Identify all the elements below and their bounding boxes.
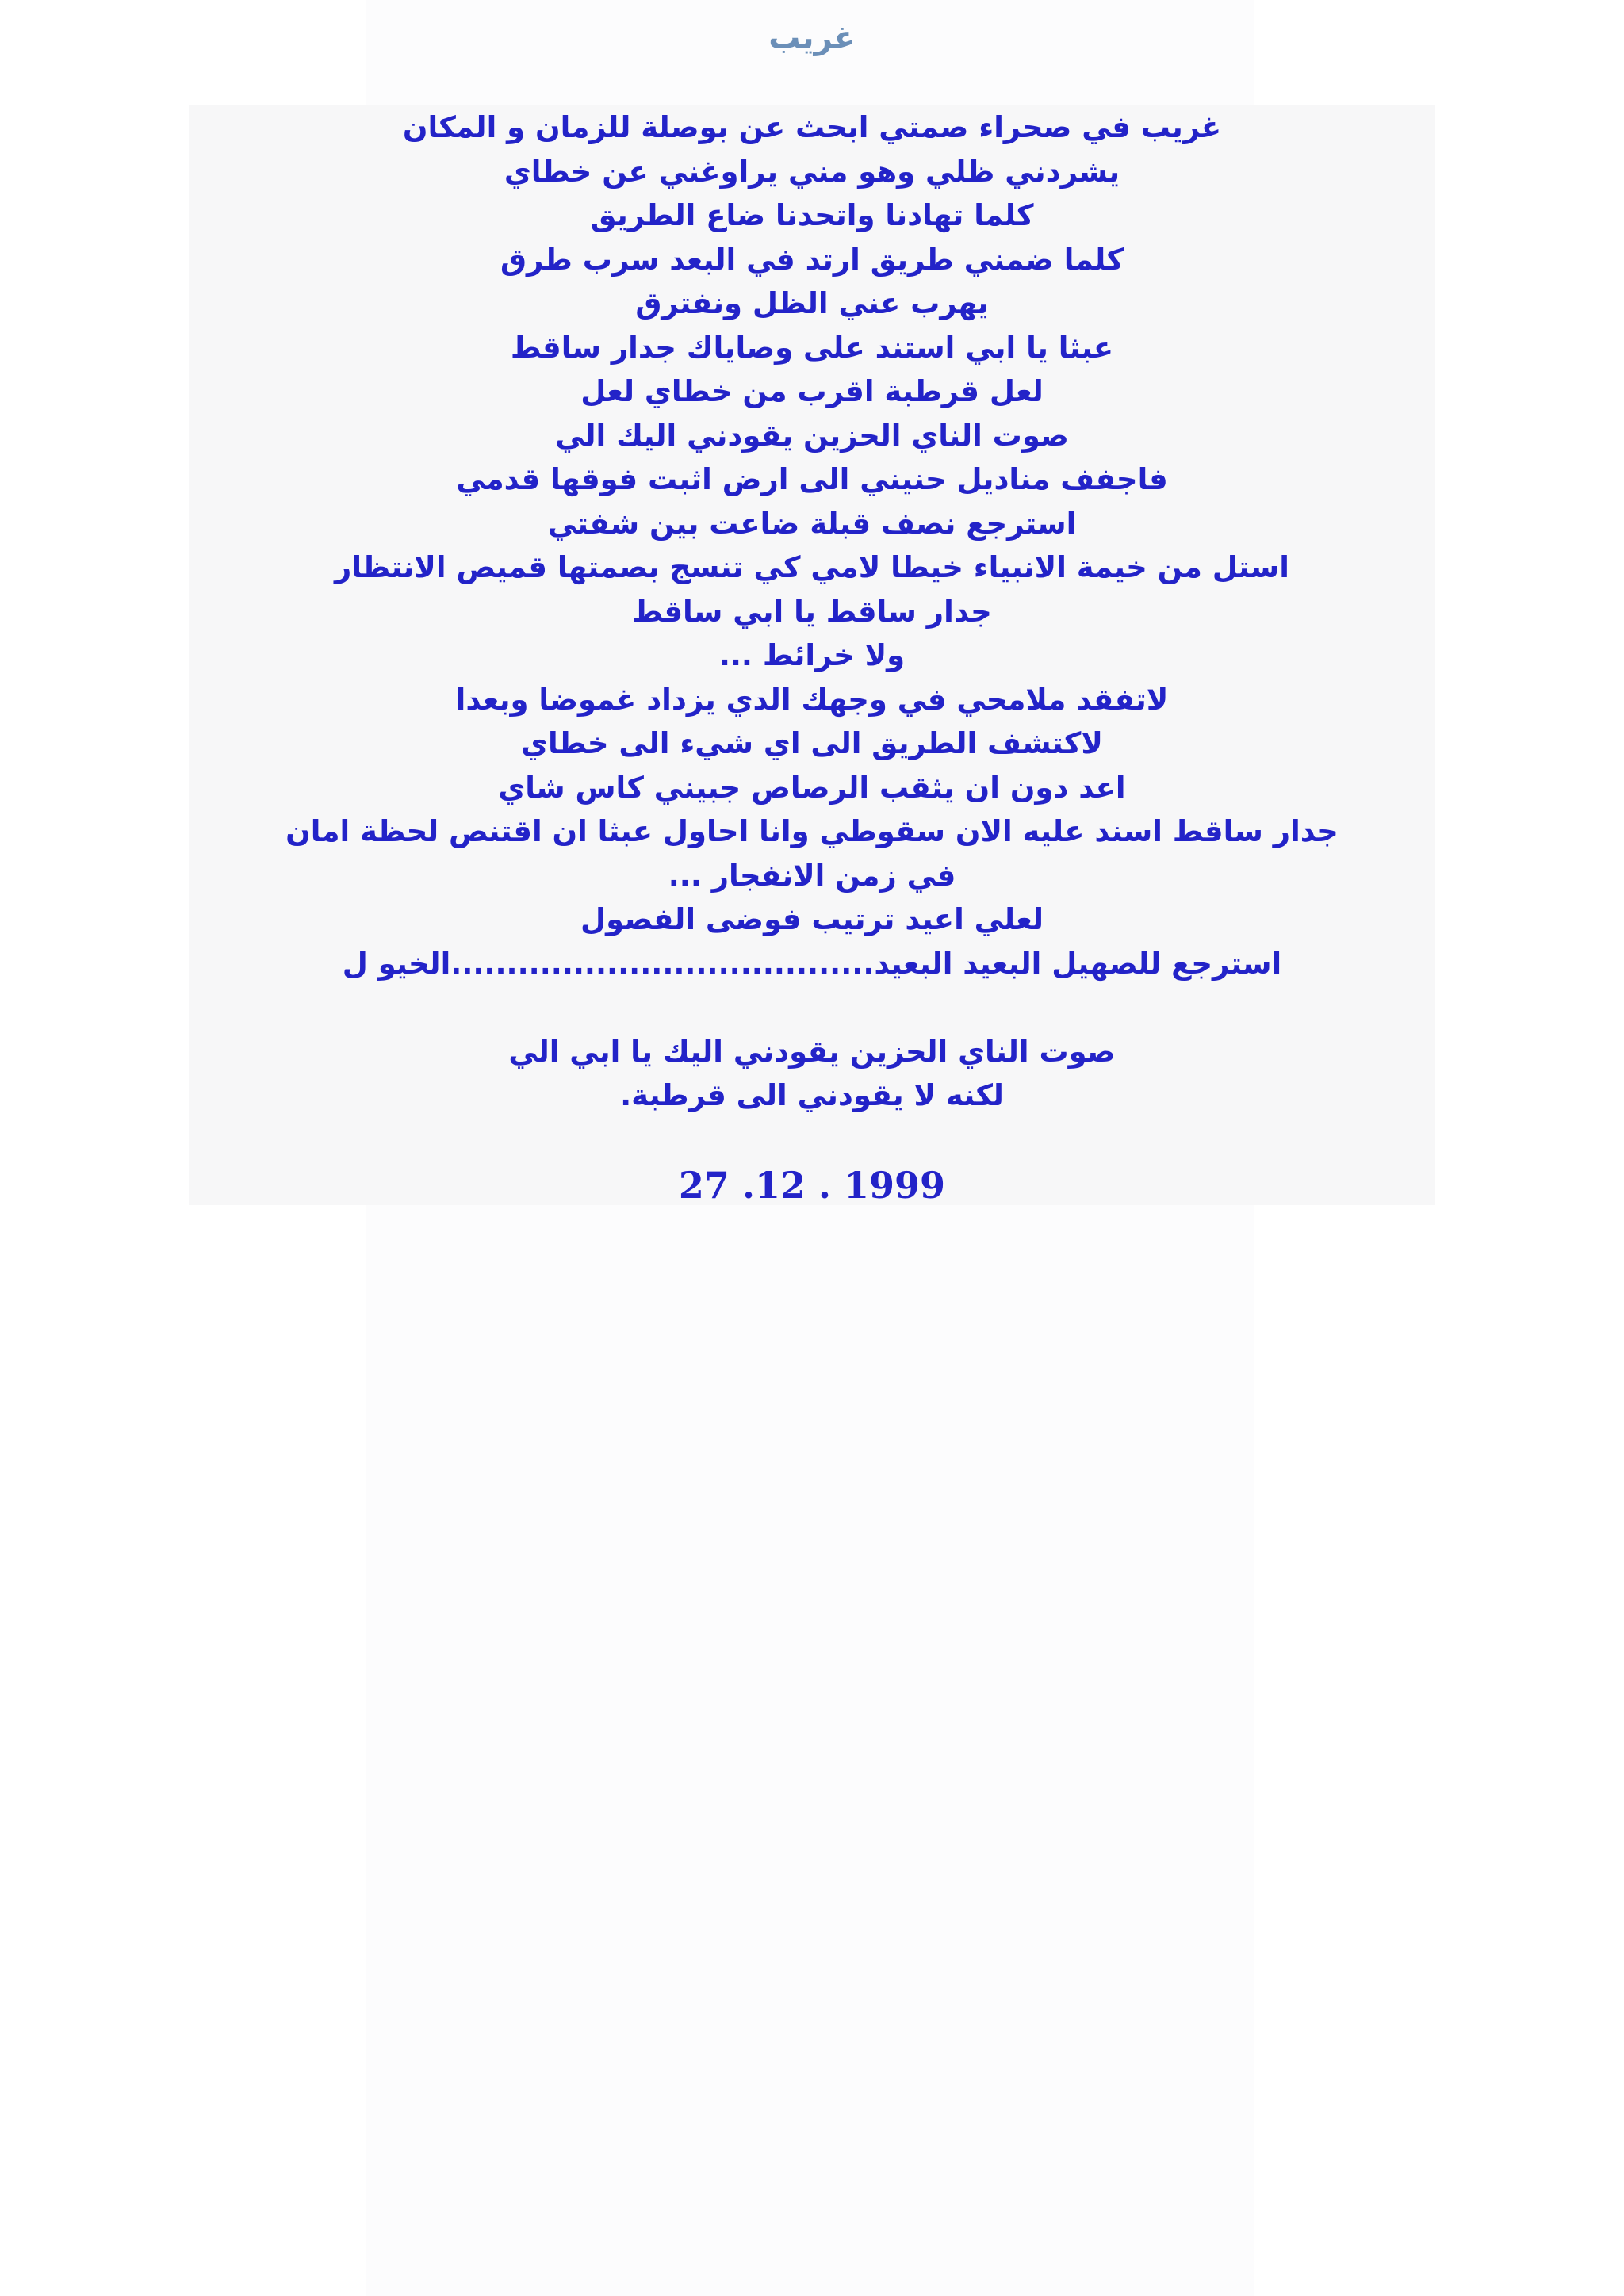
poem [189,105,1435,1118]
poem-line: في زمن الانفجار ... [668,858,956,893]
poem-line: يهرب عني الظل ونفترق [635,286,989,320]
poem-line: جدار ساقط يا ابي ساقط [632,594,992,629]
poem-line: اعد دون ان يثقب الرصاص جبيني كاس شاي [498,770,1126,805]
closing-line: لكنه لا يقودني الى قرطبة. [620,1078,1004,1112]
poem-line: يشردني ظلي وهو مني يراوغني عن خطاي [504,154,1120,189]
stanza-break [189,985,1435,1030]
page-title: غريب [768,20,856,56]
poem-line: لاتفقد ملامحي في وجهك الدي يزداد غموضا وبعدا [455,682,1169,717]
poem-line: كلما ضمني طريق ارتد في البعد سرب طرق [500,242,1124,277]
poem-line: لعل قرطبة اقرب من خطاي لعل [580,374,1044,408]
poem-line: ولا خرائط ... [718,638,906,672]
closing-line: صوت الناي الحزين يقودني اليك يا ابي الي [508,1034,1116,1069]
poem-line: جدار ساقط اسند عليه الان سقوطي وانا احاول عبثا ان اقتنص لحظة امان [285,814,1339,848]
poem-line: كلما تهادنا واتحدنا ضاع الطريق [590,198,1034,232]
poem-date: 27 .12 . 1999 [678,1164,946,1207]
poem-line: استرجع للصهيل البعيد البعيد......................................الخيو ل [342,946,1282,981]
poem-line: استرجع نصف قبلة ضاعت بين شفتي [547,506,1077,541]
poem-line: استل من خيمة الانبياء خيطا لامي كي تنسج بصمتها قميص الانتظار [335,550,1289,584]
poem-line: فاجفف مناديل حنيني الى ارض اثبت فوقها قدمي [456,462,1168,496]
poem-line: صوت الناي الحزين يقودني اليك الي [555,418,1069,453]
poem-line: لاكتشف الطريق الى اي شيء الى خطاي [521,726,1103,760]
poem-line: عبثا يا ابي استند على وصاياك جدار ساقط [510,330,1114,365]
poem-line: غريب في صحراء صمتي ابحث عن بوصلة للزمان و المكان [402,110,1222,144]
poem-line: لعلي اعيد ترتيب فوضى الفصول [580,902,1044,936]
